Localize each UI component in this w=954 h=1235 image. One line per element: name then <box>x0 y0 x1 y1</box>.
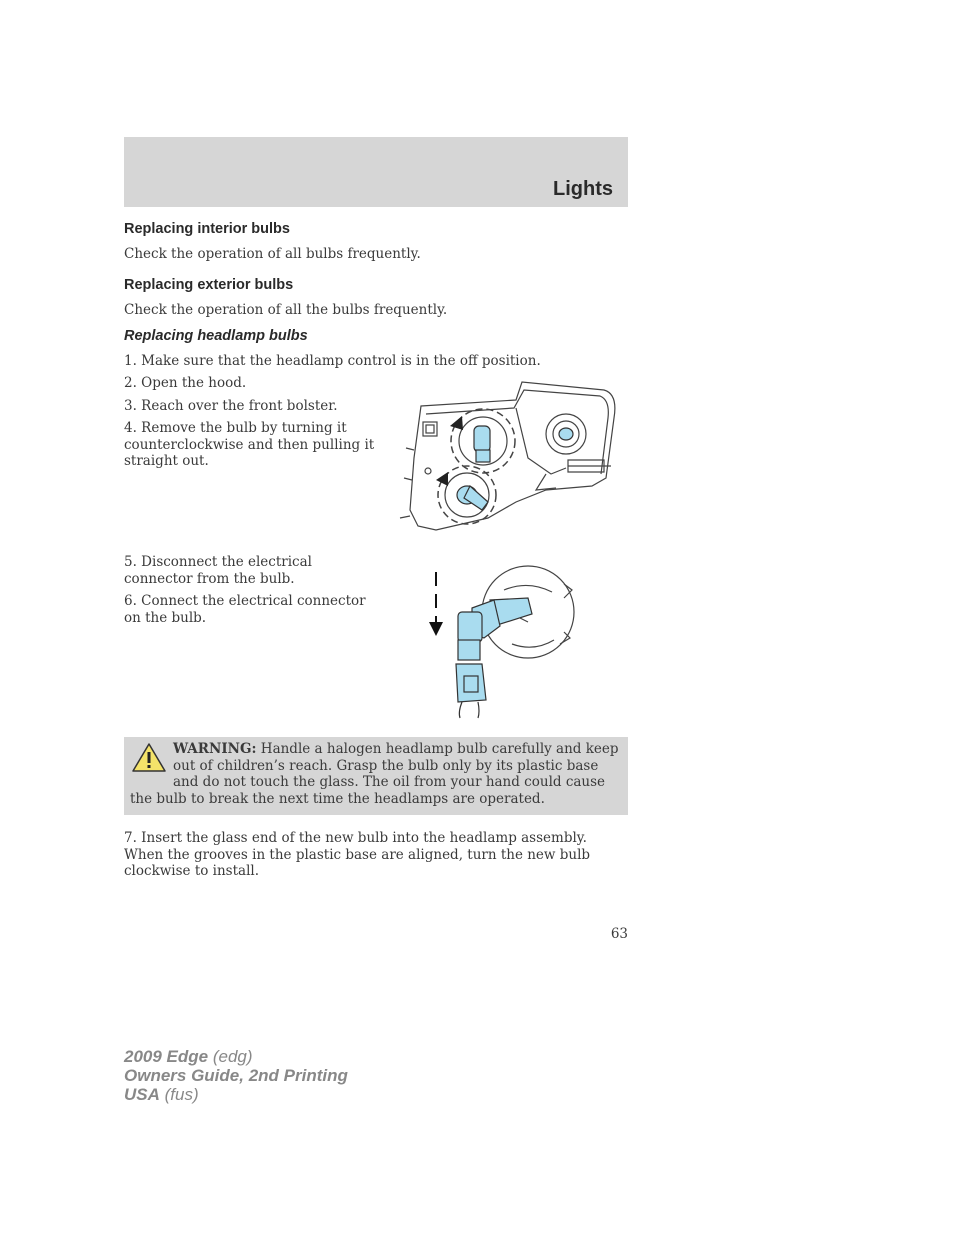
page-number: 63 <box>610 926 628 942</box>
footer-line-3 <box>124 1085 348 1104</box>
footer-model: 2009 Edge <box>124 1047 209 1066</box>
bulb-connector-illustration <box>424 552 576 720</box>
step-1: 1. Make sure that the headlamp control is in the off position. <box>124 353 541 369</box>
heading-interior-bulbs: Replacing interior bulbs <box>124 221 290 237</box>
step-5: 5. Disconnect the electrical connector from the bulb. <box>124 554 312 587</box>
warning-lead: WARNING: <box>173 741 257 757</box>
headlamp-assembly-illustration <box>396 378 620 534</box>
heading-exterior-bulbs: Replacing exterior bulbs <box>124 277 294 293</box>
footer-market-code: (fus) <box>159 1085 199 1104</box>
text-interior-bulbs: Check the operation of all bulbs frequently. <box>124 246 421 262</box>
step-7: 7. Insert the glass end of the new bulb into the headlamp assembly. When the grooves in the plastic base are aligned, turn the new bulb clockwise to install. <box>124 830 591 879</box>
step-2: 2. Open the hood. <box>124 375 247 391</box>
footer-model-code: (edg) <box>208 1047 253 1066</box>
warning-body: Handle a halogen headlamp bulb carefully and keep out of children’s reach. Grasp the bulb only by its plastic base and do not touch the glass. The oil from your hand could cause the bulb to break the next time the headlamps are operated. <box>130 741 619 807</box>
text-exterior-bulbs: Check the operation of all the bulbs frequently. <box>124 302 448 318</box>
footer-line-1 <box>124 1047 348 1066</box>
footer-line-2 <box>124 1066 348 1085</box>
section-title: Lights <box>553 178 613 200</box>
warning-text <box>130 741 620 807</box>
footer-edition: Owners Guide, 2nd Printing <box>124 1066 348 1085</box>
footer <box>124 1047 348 1104</box>
footer-market: USA <box>124 1085 160 1104</box>
heading-headlamp-bulbs: Replacing headlamp bulbs <box>124 328 308 344</box>
section-header-bar <box>124 137 628 207</box>
warning-box <box>124 737 628 815</box>
warning-triangle-icon <box>130 741 168 775</box>
step-6: 6. Connect the electrical connector on the bulb. <box>124 593 366 626</box>
step-4: 4. Remove the bulb by turning it counterclockwise and then pulling it straight out. <box>124 420 375 469</box>
step-3: 3. Reach over the front bolster. <box>124 398 338 414</box>
